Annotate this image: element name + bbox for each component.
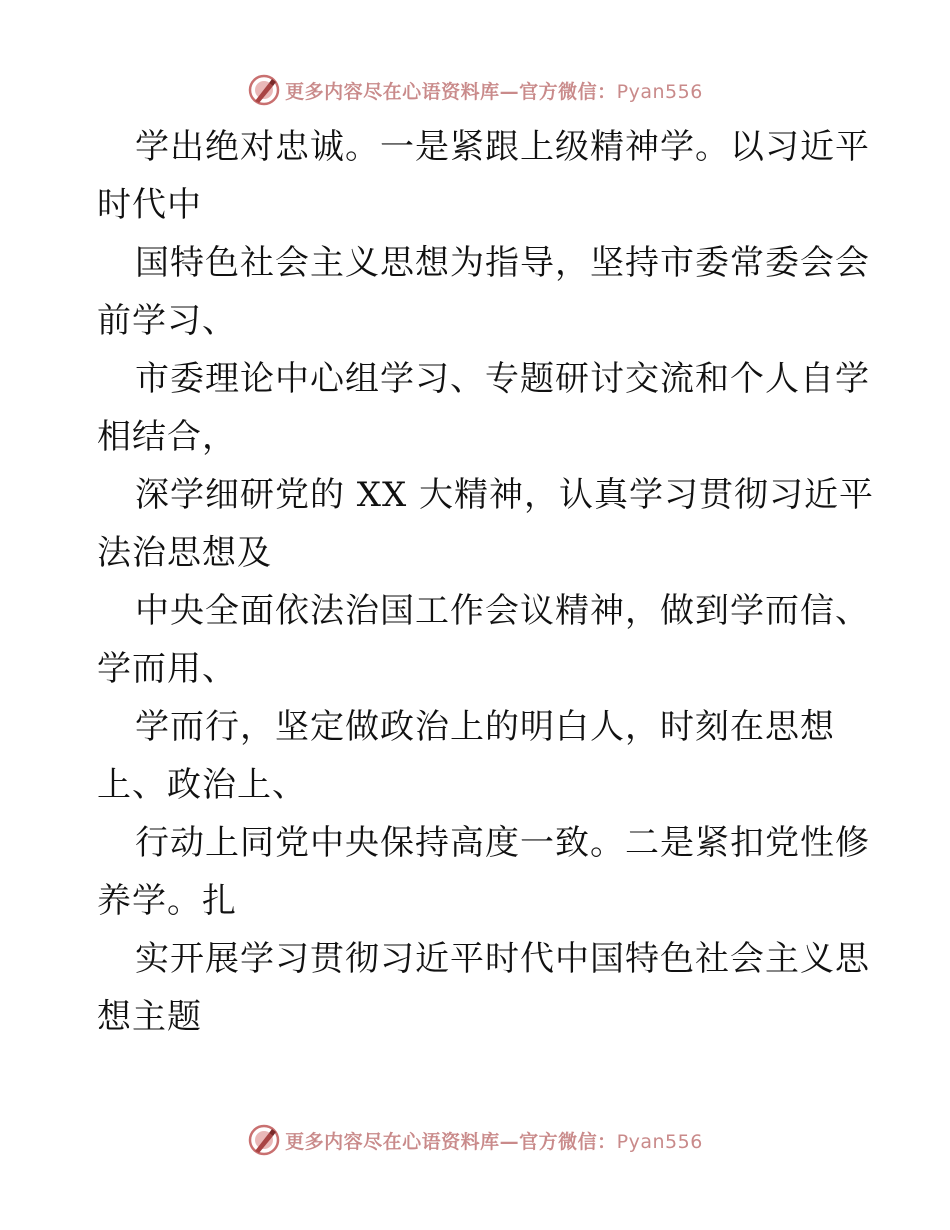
- text-line: 国特色社会主义思想为指导，坚持市委常委会会: [135, 243, 870, 283]
- footer-banner-text: 更多内容尽在心语资料库—官方微信：Pyan556: [285, 1130, 703, 1153]
- text-line: 中央全面依法治国工作会议精神，做到学而信、: [135, 591, 870, 631]
- text-line: 养学。扎: [97, 881, 237, 921]
- text-line: 上、政治上、: [97, 765, 307, 805]
- text-line: 市委理论中心组学习、专题研讨交流和个人自学: [135, 359, 870, 399]
- text-line: 前学习、: [97, 301, 237, 341]
- text-line: 学而用、: [97, 649, 237, 689]
- footer-banner: [0, 1120, 950, 1160]
- text-line: 想主题: [97, 997, 202, 1037]
- text-line: 学出绝对忠诚。一是紧跟上级精神学。以习近平: [135, 127, 870, 167]
- header-banner-text: 更多内容尽在心语资料库—官方微信：Pyan556: [285, 80, 703, 103]
- pen-logo-icon: [247, 73, 281, 107]
- header-banner: [0, 70, 950, 110]
- text-line: 学而行，坚定做政治上的明白人，时刻在思想: [135, 707, 835, 747]
- text-line: 法治思想及: [97, 533, 272, 573]
- text-line: 时代中: [97, 185, 202, 225]
- pen-logo-icon: [247, 1123, 281, 1157]
- text-line: 实开展学习贯彻习近平时代中国特色社会主义思: [135, 939, 870, 979]
- text-line: 相结合，: [97, 417, 237, 457]
- text-line: 行动上同党中央保持高度一致。二是紧扣党性修: [135, 823, 870, 863]
- text-line: 深学细研党的 XX 大精神，认真学习贯彻习近平: [135, 475, 875, 515]
